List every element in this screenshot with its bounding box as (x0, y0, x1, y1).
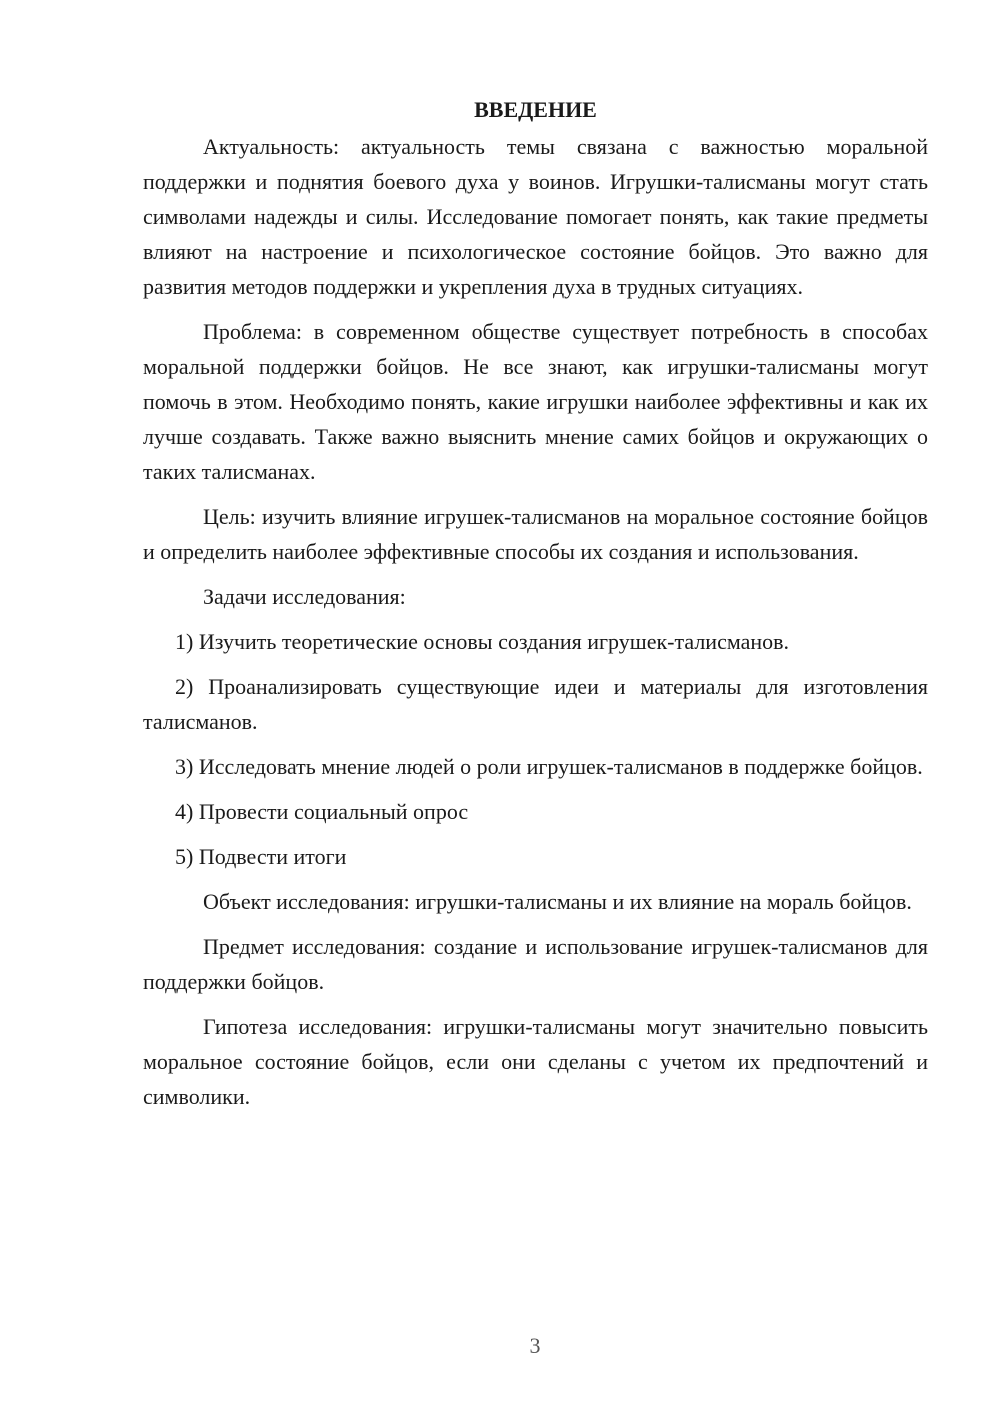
object-paragraph: Объект исследования: игрушки-талисманы и их влияние на мораль бойцов. (203, 889, 912, 914)
hypothesis-paragraph: Гипотеза исследования: игрушки-талисманы могут значительно повысить моральное состояние бойцов, если они сделаны с учетом их предпочтений и символики. (143, 1014, 928, 1109)
goal-paragraph: Цель: изучить влияние игрушек-талисманов на моральное состояние бойцов и определить наиболее эффективные способы их создания и использования. (143, 504, 928, 564)
task-item: 5) Подвести итоги (175, 844, 347, 869)
task-item: 4) Провести социальный опрос (175, 799, 469, 824)
page-number: 3 (529, 1333, 541, 1358)
task-item: 1) Изучить теоретические основы создания игрушек-талисманов. (175, 629, 790, 654)
tasks-heading: Задачи исследования: (203, 584, 406, 609)
problem-paragraph: Проблема: в современном обществе существует потребность в способах моральной поддержки бойцов. Не все знают, как игрушки-талисманы могут помочь в этом. Необходимо понять, какие игрушки наиболее эффективны и как их лучше создавать. Также важно выяснить мнение самих бойцов и окружающих о таких талисманах. (143, 319, 928, 484)
task-item: 3) Исследовать мнение людей о роли игрушек-талисманов в поддержке бойцов. (175, 754, 923, 779)
subject-paragraph: Предмет исследования: создание и использование игрушек-талисманов для поддержки бойцов. (143, 934, 928, 994)
page-title: ВВЕДЕНИЕ (474, 97, 597, 122)
document-page (143, 92, 928, 1124)
relevance-paragraph: Актуальность: актуальность темы связана с важностью моральной поддержки и поднятия боевого духа у воинов. Игрушки-талисманы могут стать символами надежды и силы. Исследование помогает понять, как такие предметы влияют на настроение и психологическое состояние бойцов. Это важно для развития методов поддержки и укрепления духа в трудных ситуациях. (143, 134, 928, 299)
task-item: 2) Проанализировать существующие идеи и материалы для изготовления талисманов. (143, 674, 928, 734)
